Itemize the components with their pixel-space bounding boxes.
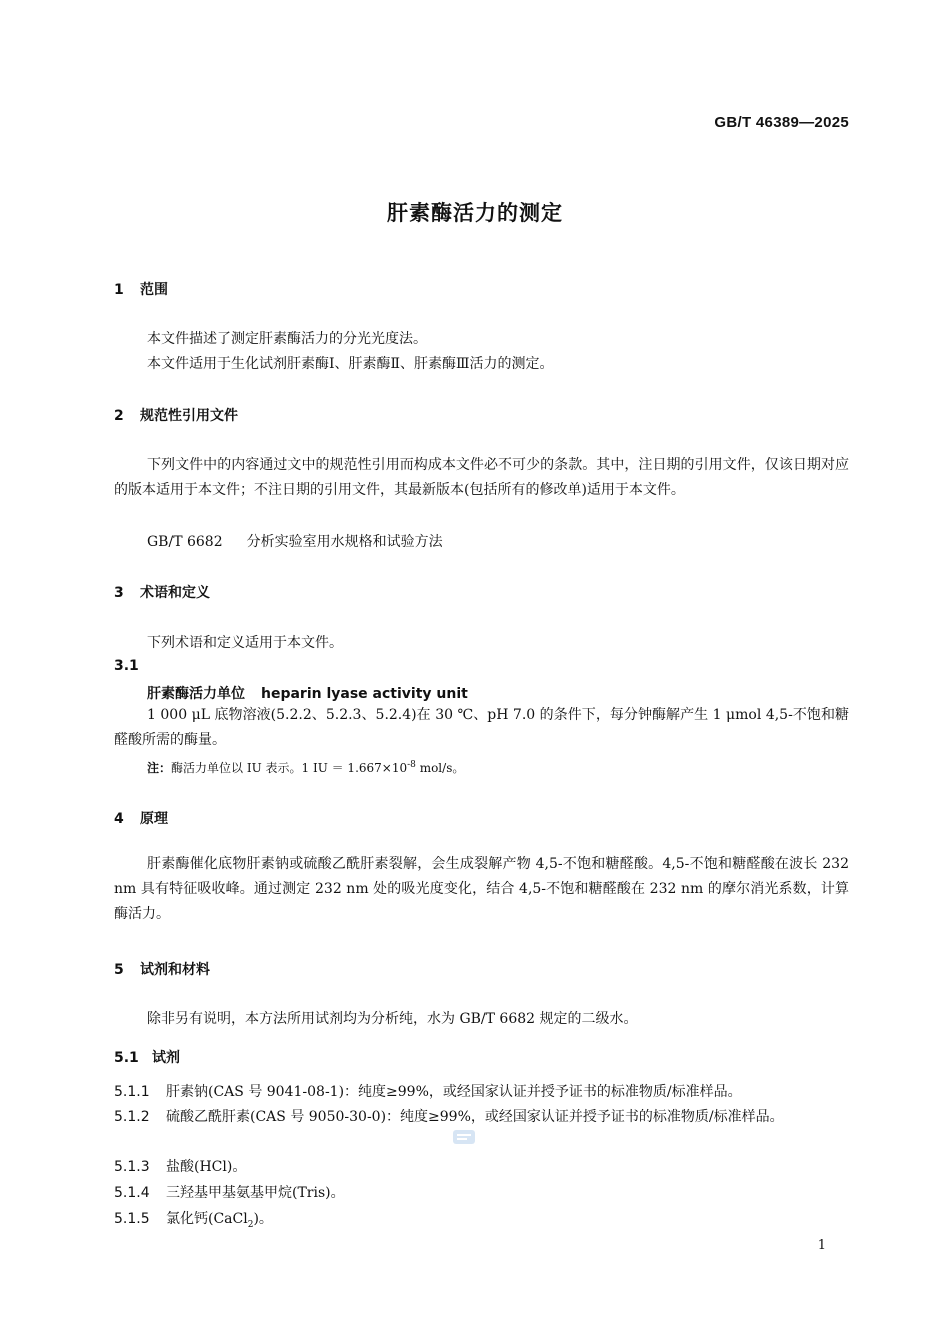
section-title: 术语和定义 [140, 585, 210, 601]
section-number: 5 [114, 962, 124, 978]
subsection-heading-reagents [114, 1047, 180, 1067]
list-item [114, 1207, 849, 1238]
item-text-end: )。 [253, 1211, 273, 1227]
list-item [114, 1155, 849, 1180]
item-number: 5.1.5 [114, 1211, 150, 1227]
item-number: 5.1.3 [114, 1159, 150, 1175]
document-title: 肝素酶活力的测定 [387, 201, 563, 225]
reference-entry [147, 531, 443, 551]
section-heading-principle [114, 808, 168, 828]
reference-code: GB/T 6682 [147, 534, 223, 550]
section-number: 3 [114, 585, 124, 601]
term-entry [147, 683, 468, 703]
paragraph: 下列文件中的内容通过文中的规范性引用而构成本文件必不可少的条款。其中，注日期的引用文件，仅该日期对应的版本适用于本文件；不注日期的引用文件，其最新版本(包括所有的修改单)适用于本文件。 [114, 457, 849, 498]
section-heading-terms [114, 582, 210, 602]
list-item [114, 1181, 849, 1206]
item-number: 5.1.1 [114, 1084, 150, 1100]
subsection-number: 5.1 [114, 1050, 139, 1066]
note-text: 酶活力单位以 IU 表示。1 IU ＝ 1.667×10 [171, 761, 408, 775]
paragraph: 肝素酶催化底物肝素钠或硫酸乙酰肝素裂解，会生成裂解产物 4,5-不饱和糖醛酸。4,5-不饱和糖醛酸在波长 232 nm 具有特征吸收峰。通过测定 232 nm 处的吸光度变化，结合 4,5-不饱和糖醛酸在 232 nm 的摩尔消光系数，计算酶活力。 [114, 856, 849, 922]
paragraph: 下列术语和定义适用于本文件。 [147, 635, 343, 651]
item-text: 硫酸乙酰肝素(CAS 号 9050-30-0)：纯度≥99%，或经国家认证并授予证书的标准物质/标准样品。 [166, 1109, 784, 1125]
subsection-title: 试剂 [152, 1050, 180, 1066]
section-title: 规范性引用文件 [140, 408, 238, 424]
note-exponent: -8 [407, 760, 416, 770]
term-definition: 1 000 μL 底物溶液(5.2.2、5.2.3、5.2.4)在 30 ℃、pH 7.0 的条件下，每分钟酶解产生 1 μmol 4,5-不饱和糖醛酸所需的酶量。 [114, 707, 849, 748]
section-heading-normative-references [114, 405, 238, 425]
section-number: 1 [114, 282, 124, 298]
section-title: 范围 [140, 282, 168, 298]
item-text: 肝素钠(CAS 号 9041-08-1)：纯度≥99%，或经国家认证并授予证书的标准物质/标准样品。 [166, 1084, 742, 1100]
note-label: 注： [147, 761, 172, 775]
paragraph: 本文件适用于生化试剂肝素酶Ⅰ、肝素酶Ⅱ、肝素酶Ⅲ活力的测定。 [147, 356, 554, 372]
item-text: 氯化钙(CaCl [166, 1211, 248, 1227]
note-text-end: mol/s。 [415, 761, 465, 775]
term-number: 3.1 [114, 658, 139, 674]
term-chinese: 肝素酶活力单位 [147, 686, 245, 702]
watermark-logo-icon [452, 1128, 476, 1146]
item-number: 5.1.4 [114, 1185, 150, 1201]
item-number: 5.1.2 [114, 1109, 150, 1125]
note [147, 759, 464, 776]
reference-title: 分析实验室用水规格和试验方法 [246, 534, 443, 550]
section-number: 4 [114, 811, 124, 827]
section-heading-reagents-materials [114, 959, 210, 979]
item-subscript: 2 [247, 1219, 254, 1230]
list-item [114, 1105, 849, 1130]
section-number: 2 [114, 408, 124, 424]
section-title: 原理 [140, 811, 168, 827]
item-text: 盐酸(HCl)。 [166, 1159, 247, 1175]
page-number: 1 [817, 1238, 826, 1253]
section-title: 试剂和材料 [140, 962, 210, 978]
section-heading-scope [114, 279, 168, 299]
paragraph: 本文件描述了测定肝素酶活力的分光光度法。 [147, 331, 427, 347]
standard-code: GB/T 46389—2025 [714, 114, 849, 131]
term-english: heparin lyase activity unit [261, 686, 468, 702]
paragraph: 除非另有说明，本方法所用试剂均为分析纯，水为 GB/T 6682 规定的二级水。 [147, 1011, 638, 1027]
item-text: 三羟基甲基氨基甲烷(Tris)。 [166, 1185, 345, 1201]
list-item [114, 1080, 849, 1105]
